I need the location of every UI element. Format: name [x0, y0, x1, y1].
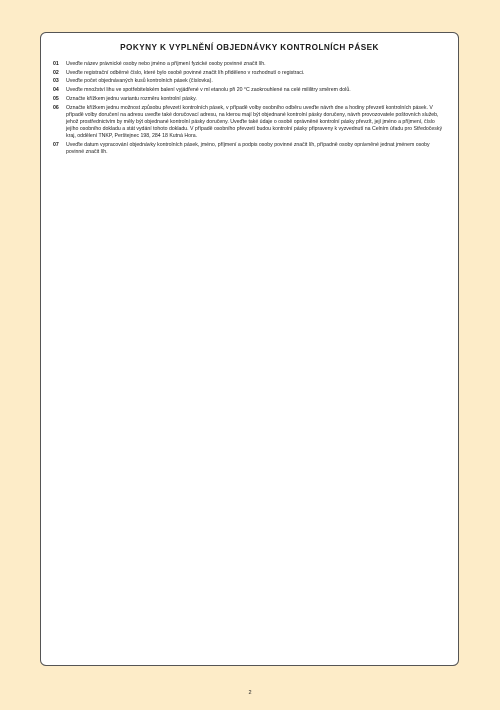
instruction-text: Uveďte množství lihu ve spotřebitelském balení vyjádřené v ml etanolu při 20 °C zaokrouhlené na celé mililitry směrem dolů.	[66, 87, 351, 94]
instruction-item	[53, 105, 445, 141]
instruction-text: Uveďte datum vypracování objednávky kontrolních pásek, jméno, příjmení a podpis osoby povinné značit líh, případně osoby oprávněné jednat jménem osoby povinné značit líh.	[66, 142, 430, 156]
instruction-item	[53, 61, 445, 68]
instruction-number: 06	[53, 104, 59, 111]
instruction-number: 02	[53, 69, 59, 76]
instruction-text: Označte křížkem jednu možnost způsobu převzetí kontrolních pásek, v případě volby osobního odběru uveďte návrh dne a hodiny převzetí kontrolních pásek. V případě volby doručení na adresu uveďte také doručovací adresu, na kterou mají být objednané kontrolní pásky doručeny, návrh provozovatele poštovních služeb, jehož prostřednictvím by měly být objednané kontrolní pásky doručeny. Uveďte také údaje o osobě oprávněné kontrolní pásky převzít, její jméno a příjmení, číslo jejího osobního dokladu a stát vydání tohoto dokladu. V případě osobního převzetí budou kontrolní pásky připraveny k vyzvednutí na Celním úřadu pro Středočeský kraj, oddělení TNKP, Perštejnec 198, 284 18 Kutná Hora.	[66, 104, 443, 140]
instruction-number: 07	[53, 142, 59, 149]
instruction-item	[53, 87, 445, 94]
instruction-number: 05	[53, 95, 59, 102]
instruction-text: Uveďte název právnické osoby nebo jméno a příjmení fyzické osoby povinné značit líh.	[66, 61, 266, 67]
instructions-panel	[40, 32, 459, 666]
instructions-list	[41, 61, 458, 156]
instruction-text: Uveďte počet objednávaných kusů kontrolních pásek (číslovka).	[66, 78, 213, 85]
instruction-item	[53, 70, 445, 77]
page-title: POKYNY K VYPLNĚNÍ OBJEDNÁVKY KONTROLNÍCH PÁSEK	[120, 43, 379, 52]
instruction-item	[53, 96, 445, 103]
instruction-item	[53, 142, 445, 156]
instruction-text: Označte křížkem jednu variantu rozměru kontrolní pásky.	[66, 95, 197, 102]
instruction-item	[53, 78, 445, 85]
instruction-text: Uveďte registrační odběrné číslo, které bylo osobě povinné značit líh přiděleno v rozhodnutí o registraci.	[66, 69, 305, 76]
instruction-number: 01	[53, 61, 59, 67]
instruction-number: 04	[53, 87, 59, 94]
instruction-number: 03	[53, 78, 59, 85]
page-number: 2	[248, 690, 252, 696]
